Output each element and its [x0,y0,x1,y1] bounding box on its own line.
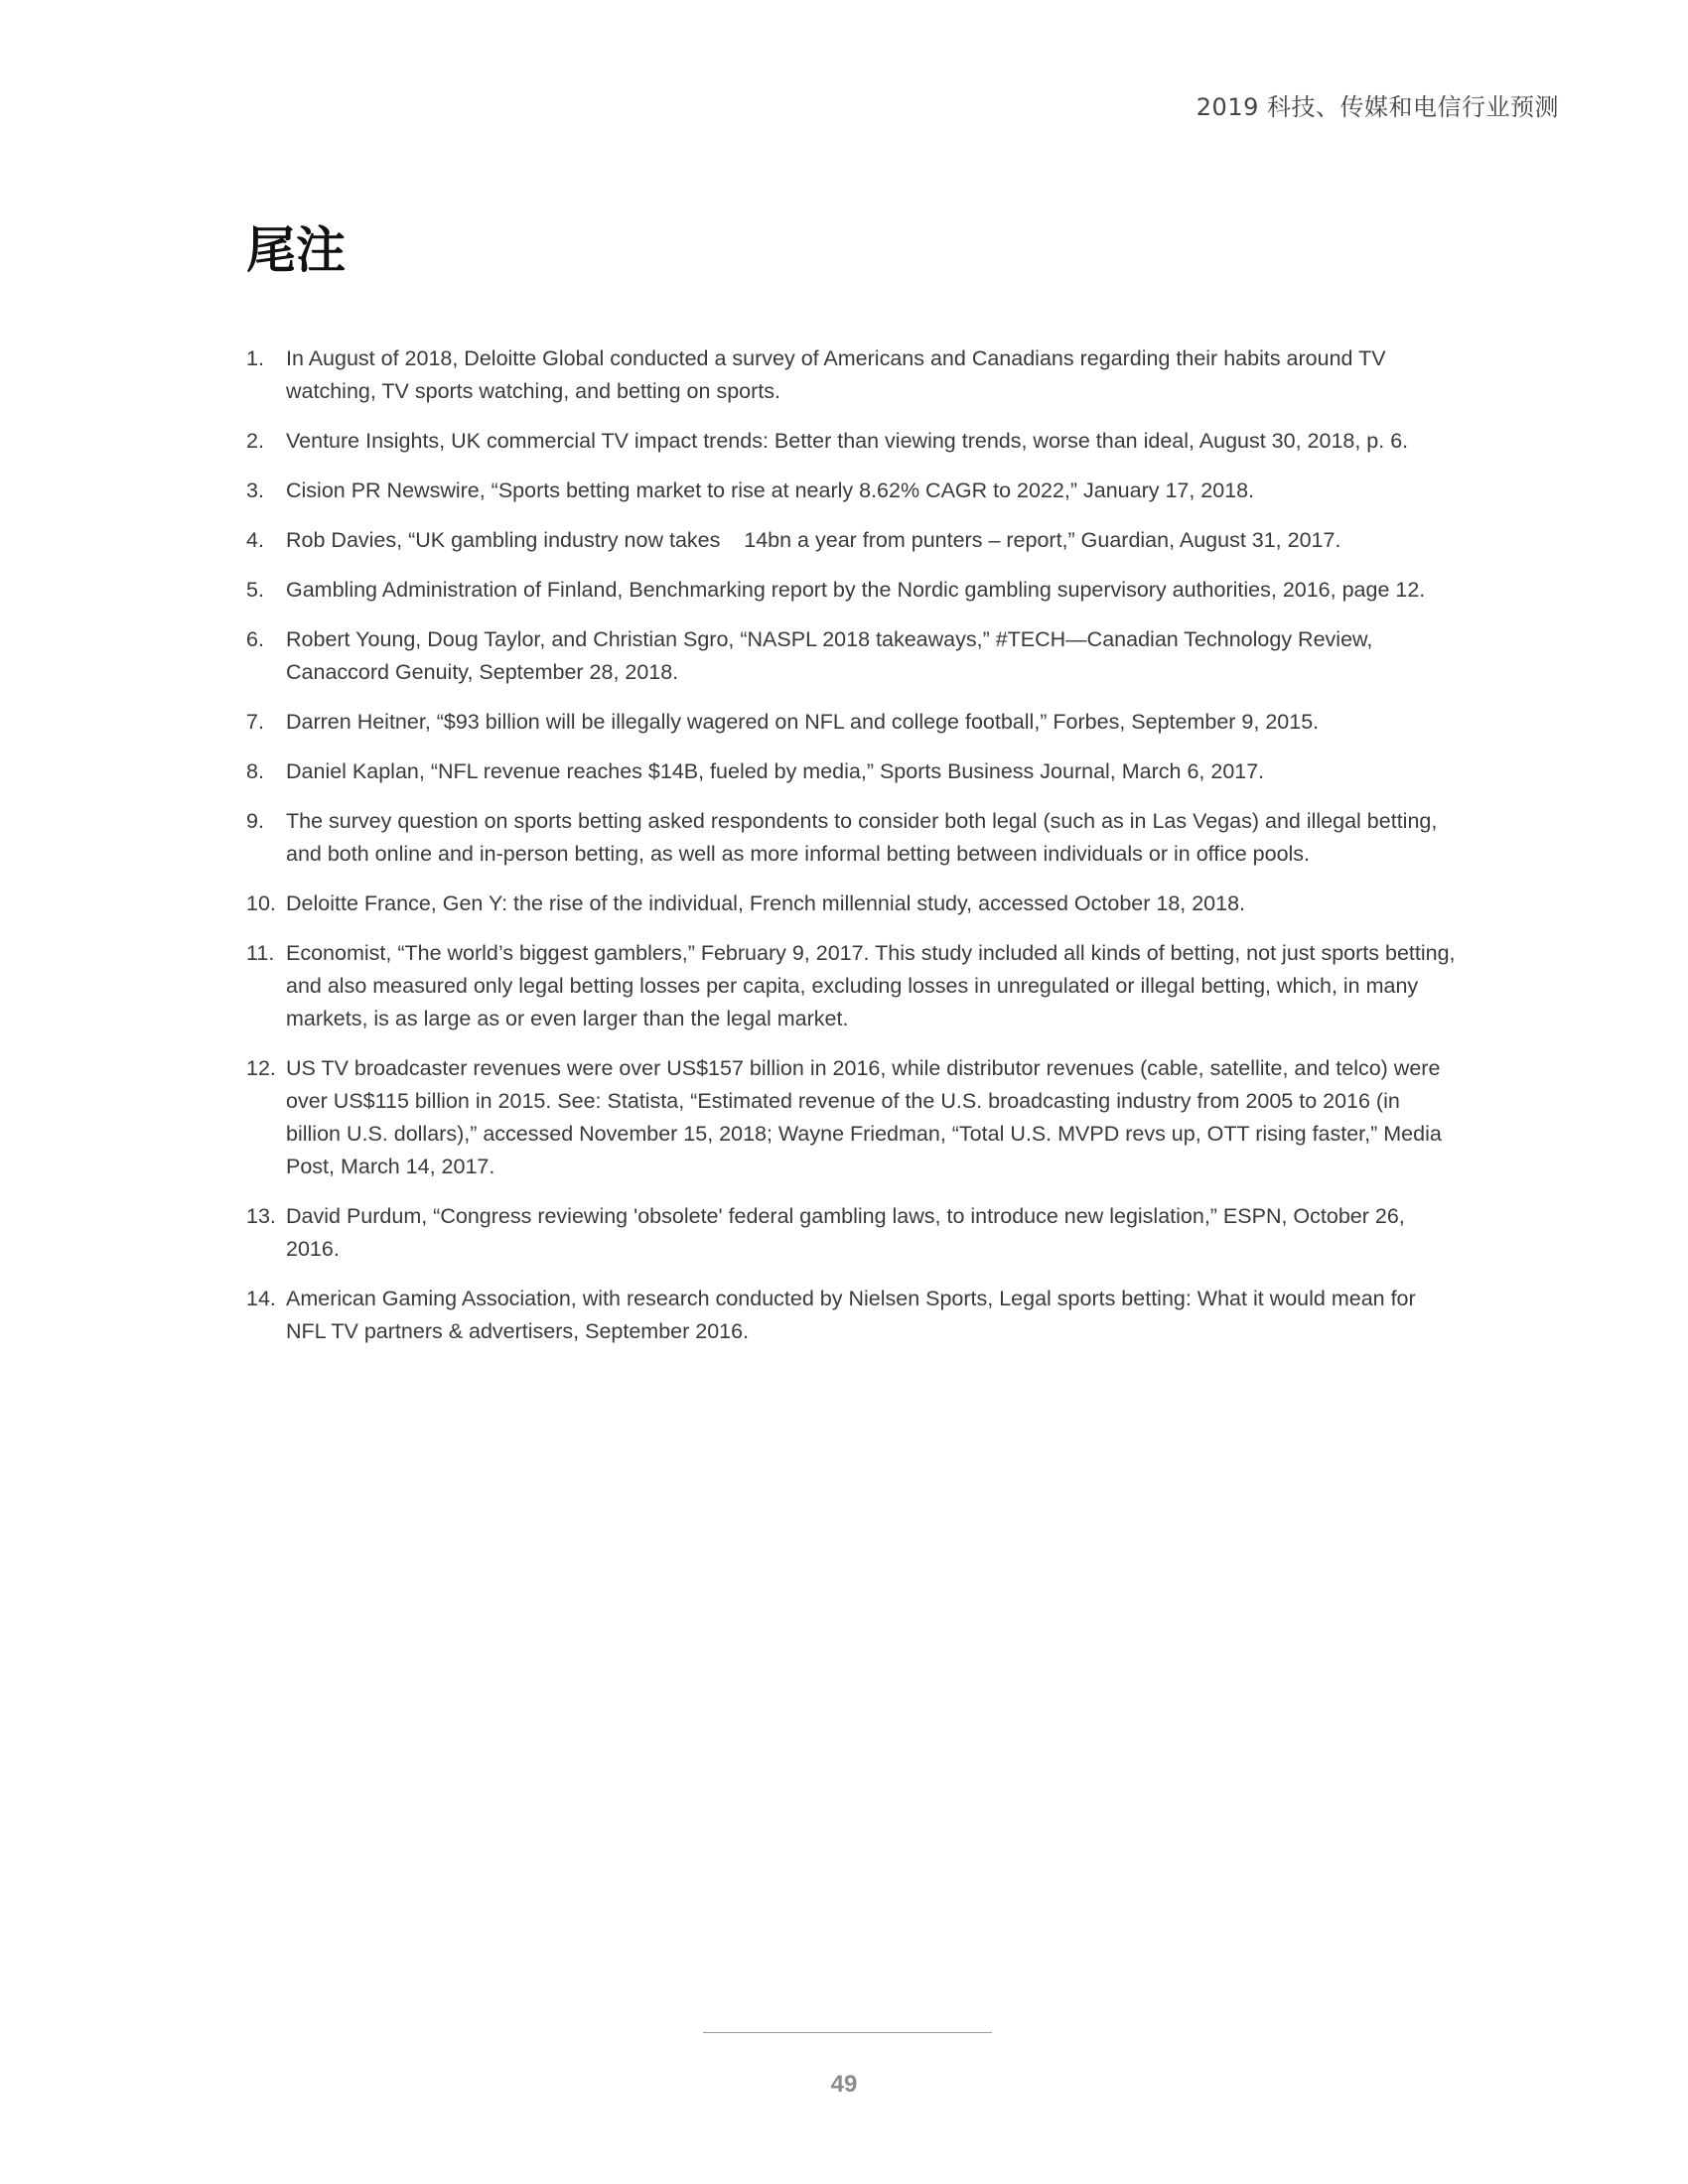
endnote-number: 4. [246,528,264,552]
endnote-text: Darren Heitner, “$93 billion will be illegally wagered on NFL and college football,” Forbes, September 9, 2015. [286,710,1320,734]
endnote-item [246,524,1458,557]
endnote-item [246,623,1458,689]
endnote-item [246,1283,1458,1348]
endnote-number: 6. [246,627,264,651]
endnote-item [246,706,1458,739]
header-title: 2019 科技、传媒和电信行业预测 [1196,93,1559,121]
endnote-text: American Gaming Association, with research conducted by Nielsen Sports, Legal sports betting: What it would mean for NFL TV partners & advertisers, September 2016. [286,1287,1416,1343]
endnote-text: Robert Young, Doug Taylor, and Christian Sgro, “NASPL 2018 takeaways,” #TECH—Canadian Technology Review, Canaccord Genuity, September 28, 2018. [286,627,1373,684]
endnote-number: 14. [246,1287,276,1310]
endnote-number: 8. [246,759,264,783]
endnote-text: US TV broadcaster revenues were over US$157 billion in 2016, while distributor revenues (cable, satellite, and telco) were over US$115 billion in 2015. See: Statista, “Estimated revenue of the U.S. broadcasting industry from 2005 to 2016 (in billion U.S. dollars),” accessed November 15, 2018; Wayne Friedman, “Total U.S. MVPD revs up, OTT rising faster,” Media Post, March 14, 2017. [286,1056,1442,1178]
footer-divider [703,2032,992,2033]
endnote-number: 2. [246,429,264,453]
endnote-text: Economist, “The world’s biggest gamblers,” February 9, 2017. This study included all kinds of betting, not just sports betting, and also measured only legal betting losses per capita, excluding losses in unregulated or illegal betting, which, in many markets, is as large as or even larger than the legal market. [286,941,1456,1030]
endnote-number: 11. [246,941,275,965]
endnote-number: 3. [246,478,264,502]
endnote-text: In August of 2018, Deloitte Global conducted a survey of Americans and Canadians regarding their habits around TV watching, TV sports watching, and betting on sports. [286,346,1386,403]
endnote-text: Gambling Administration of Finland, Benchmarking report by the Nordic gambling supervisory authorities, 2016, page 12. [286,578,1426,602]
endnote-number: 5. [246,578,264,602]
endnote-number: 10. [246,891,276,915]
endnote-item [246,1052,1458,1183]
endnote-number: 9. [246,809,264,833]
endnote-item [246,1200,1458,1266]
endnote-number: 13. [246,1204,276,1228]
endnote-number: 7. [246,710,264,734]
endnote-item [246,805,1458,871]
endnote-item [246,574,1458,607]
endnote-number: 1. [246,346,264,370]
endnote-item [246,342,1458,408]
endnote-item [246,887,1458,920]
endnote-text: Daniel Kaplan, “NFL revenue reaches $14B, fueled by media,” Sports Business Journal, March 6, 2017. [286,759,1265,783]
endnotes-list [246,342,1458,1365]
endnote-text: Deloitte France, Gen Y: the rise of the individual, French millennial study, accessed October 18, 2018. [286,891,1246,915]
page-number: 49 [830,2071,858,2098]
page-title: 尾注 [246,221,346,279]
endnote-item [246,937,1458,1035]
endnote-text: Venture Insights, UK commercial TV impact trends: Better than viewing trends, worse than ideal, August 30, 2018, p. 6. [286,429,1409,453]
endnote-text: David Purdum, “Congress reviewing 'obsolete' federal gambling laws, to introduce new legislation,” ESPN, October 26, 2016. [286,1204,1405,1261]
endnote-item [246,475,1458,507]
endnote-item [246,425,1458,458]
endnote-item [246,755,1458,788]
endnote-text: Cision PR Newswire, “Sports betting market to rise at nearly 8.62% CAGR to 2022,” January 17, 2018. [286,478,1255,502]
endnote-text: The survey question on sports betting asked respondents to consider both legal (such as in Las Vegas) and illegal betting, and both online and in-person betting, as well as more informal betting between individuals or in office pools. [286,809,1438,866]
endnote-text: Rob Davies, “UK gambling industry now takes 14bn a year from punters – report,” Guardian, August 31, 2017. [286,528,1341,552]
endnote-number: 12. [246,1056,276,1080]
